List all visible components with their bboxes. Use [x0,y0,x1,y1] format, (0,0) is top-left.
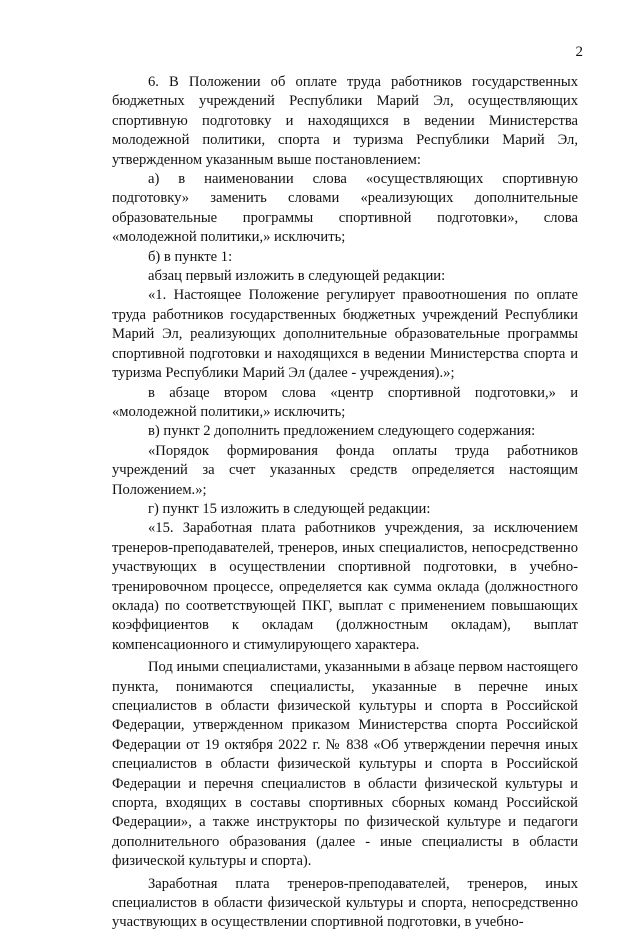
paragraph-subitem-g: г) пункт 15 изложить в следующей редакции: [148,500,431,517]
paragraph-subitem-a: а) в наименовании слова «осуществляющих спортивную подготовку» заменить словами «реализующих дополнительные образовательные программы спортивной подготовки», слова «молодежной политики,» исключить; [112,171,578,246]
paragraph-coach-salary: Заработная плата тренеров-преподавателей, тренеров, иных специалистов в области физической культуры и спорта, непосредственно участвующих в осуществлении спортивной подготовки, в учебно- [112,875,578,931]
paragraph-subitem-b: б) в пункте 1: [148,248,233,265]
paragraph-quote-item-1: «1. Настоящее Положение регулирует правоотношения по оплате труда работников государственных бюджетных учреждений Республики Марий Эл, реализующих дополнительные образовательные программы спортивной подготовки и находящихся в ведении Министерства спорта и туризма Республики Марий Эл (далее - учреждения).»; [112,287,578,382]
paragraph-abzac-second: в абзаце втором слова «центр спортивной подготовки,» и «молодежной политики,» исключить; [112,384,578,420]
paragraph-quote-item-15: «15. Заработная плата работников учреждения, за исключением тренеров-преподавателей, тренеров, иных специалистов, непосредственно участвующих в осуществлении спортивной подготовки, в учебно-тренировочном процессе, определяется как сумма оклада (должностного оклада) по соответствующей ПКГ, выплат с применением повышающих коэффициентов к окладам (должностным окладам), выплат компенсационного и стимулирующего характера. [112,520,578,653]
paragraph-subitem-v: в) пункт 2 дополнить предложением следующего содержания: [148,423,536,440]
paragraph-abzac-first: абзац первый изложить в следующей редакции: [148,268,446,285]
page-number: 2 [575,44,583,60]
paragraph-other-specialists: Под иными специалистами, указанными в абзаце первом настоящего пункта, понимаются специалисты, указанные в перечне иных специалистов в области физической культуры и спорта в Российской Федерации, утвержденном приказом Министерства спорта Российской Федерации от 19 октября 2022 г. № 838 «Об утверждении перечня иных специалистов в области физической культуры и спорта в Российской Федерации и перечня специалистов в области физической культуры и спорта, входящих в составы спортивных сборных команд Российской Федерации», а также инструкторы по физической культуре и педагоги дополнительного образования (далее - иные специалисты в области физической культуры и спорта). [112,659,578,870]
paragraph-quote-order: «Порядок формирования фонда оплаты труда работников учреждений за счет указанных средств определяется настоящим Положением.»; [112,442,578,498]
paragraph-item-6: 6. В Положении об оплате труда работников государственных бюджетных учреждений Республики Марий Эл, осуществляющих спортивную подготовку и находящихся в ведении Министерства молодежной политики, спорта и туризма Республики Марий Эл, утвержденном указанным выше постановлением: [112,74,578,168]
document-body [112,73,578,933]
